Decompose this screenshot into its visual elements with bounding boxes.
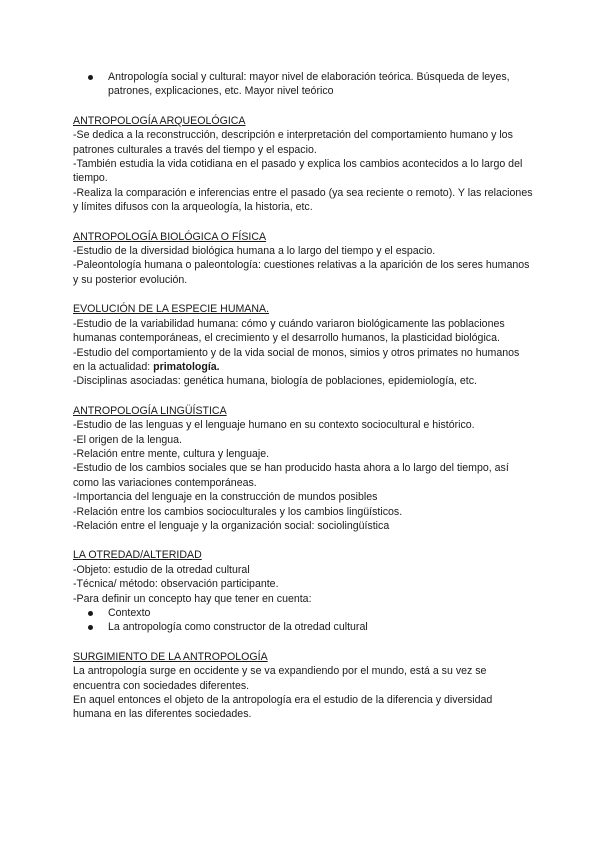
paragraph: -Relación entre mente, cultura y lenguaje. <box>73 447 270 460</box>
section-title: LA OTREDAD/ALTERIDAD <box>73 549 202 562</box>
section-evolucion <box>73 302 533 388</box>
section-biologica <box>73 230 533 288</box>
bullet-text: Antropología social y cultural: mayor nivel de elaboración teórica. Búsqueda de leyes, patrones, explicaciones, etc. Mayor nivel teórico <box>108 71 510 98</box>
bullet-text: Contexto <box>108 607 151 619</box>
paragraph: -Disciplinas asociadas: genética humana, biología de poblaciones, epidemiología, etc. <box>73 375 477 388</box>
section-title: EVOLUCIÓN DE LA ESPECIE HUMANA. <box>73 303 270 316</box>
section-linguistica <box>73 404 533 534</box>
paragraph: -Importancia del lenguaje en la construcción de mundos posibles <box>73 491 378 504</box>
paragraph: -Relación entre el lenguaje y la organización social: sociolingüística <box>73 519 390 532</box>
bullet-text: La antropología como constructor de la otredad cultural <box>108 621 368 634</box>
section-title: ANTROPOLOGÍA LINGÜÍSTICA <box>73 404 227 417</box>
list-item <box>73 70 533 99</box>
section-otredad <box>73 548 533 634</box>
paragraph: -Realiza la comparación e inferencias entre el pasado (ya sea reciente o remoto). Y las relaciones y límites difusos con la arqueología, la historia, etc. <box>73 186 533 214</box>
bullet-icon <box>88 611 93 616</box>
intro-bullet-list <box>73 70 533 99</box>
paragraph: -Relación entre los cambios socioculturales y los cambios lingüísticos. <box>73 505 403 518</box>
list-item <box>73 620 533 634</box>
bullet-icon <box>88 625 93 630</box>
paragraph: -Estudio de los cambios sociales que se han producido hasta ahora a lo largo del tiempo, así como las variaciones contemporáneas. <box>73 462 509 489</box>
bullet-icon <box>88 75 93 80</box>
paragraph: -Técnica/ método: observación participante. <box>73 578 279 591</box>
document-content <box>73 70 533 722</box>
paragraph: -Estudio de la variabilidad humana: cómo y cuándo variaron biológicamente las poblaciones humanas contemporáneas, el crecimiento y el desarrollo humanos, la plasticidad biológica. <box>73 317 505 345</box>
paragraph: -También estudia la vida cotidiana en el pasado y explica los cambios acontecidos a lo largo del tiempo. <box>73 158 523 185</box>
list-item <box>73 606 533 620</box>
section-arqueologica <box>73 114 533 215</box>
section-title: ANTROPOLOGÍA BIOLÓGICA O FÍSICA <box>73 230 267 243</box>
paragraph: -Estudio de la diversidad biológica humana a lo largo del tiempo y el espacio. <box>73 245 436 258</box>
section-title: SURGIMIENTO DE LA ANTROPOLOGÍA <box>73 650 268 663</box>
paragraph: -Se dedica a la reconstrucción, descripción e interpretación del comportamiento humano y los patrones culturales a través del tiempo y el espacio. <box>73 129 513 156</box>
paragraph: -Paleontología humana o paleontología: cuestiones relativas a la aparición de los seres humanos y su posterior evolución. <box>73 259 530 286</box>
section-title: ANTROPOLOGÍA ARQUEOLÓGICA <box>73 114 246 127</box>
paragraph-text: -Estudio del comportamiento y de la vida social de monos, simios y otros primates no humanos en la actualidad: <box>73 346 520 373</box>
section-surgimiento <box>73 650 533 722</box>
paragraph: -Para definir un concepto hay que tener en cuenta: <box>73 592 312 605</box>
paragraph: En aquel entonces el objeto de la antropología era el estudio de la diferencia y diversidad humana en las diferentes sociedades. <box>73 694 493 721</box>
paragraph: -Estudio de las lenguas y el lenguaje humano en su contexto sociocultural e histórico. <box>73 419 475 432</box>
otredad-bullet-list <box>73 606 533 635</box>
bold-term: primatología. <box>153 360 220 373</box>
paragraph: -El origen de la lengua. <box>73 433 182 446</box>
paragraph: La antropología surge en occidente y se va expandiendo por el mundo, está a su vez se encuentra con sociedades diferentes. <box>73 665 487 692</box>
paragraph: -Objeto: estudio de la otredad cultural <box>73 563 250 576</box>
paragraph <box>73 346 533 375</box>
